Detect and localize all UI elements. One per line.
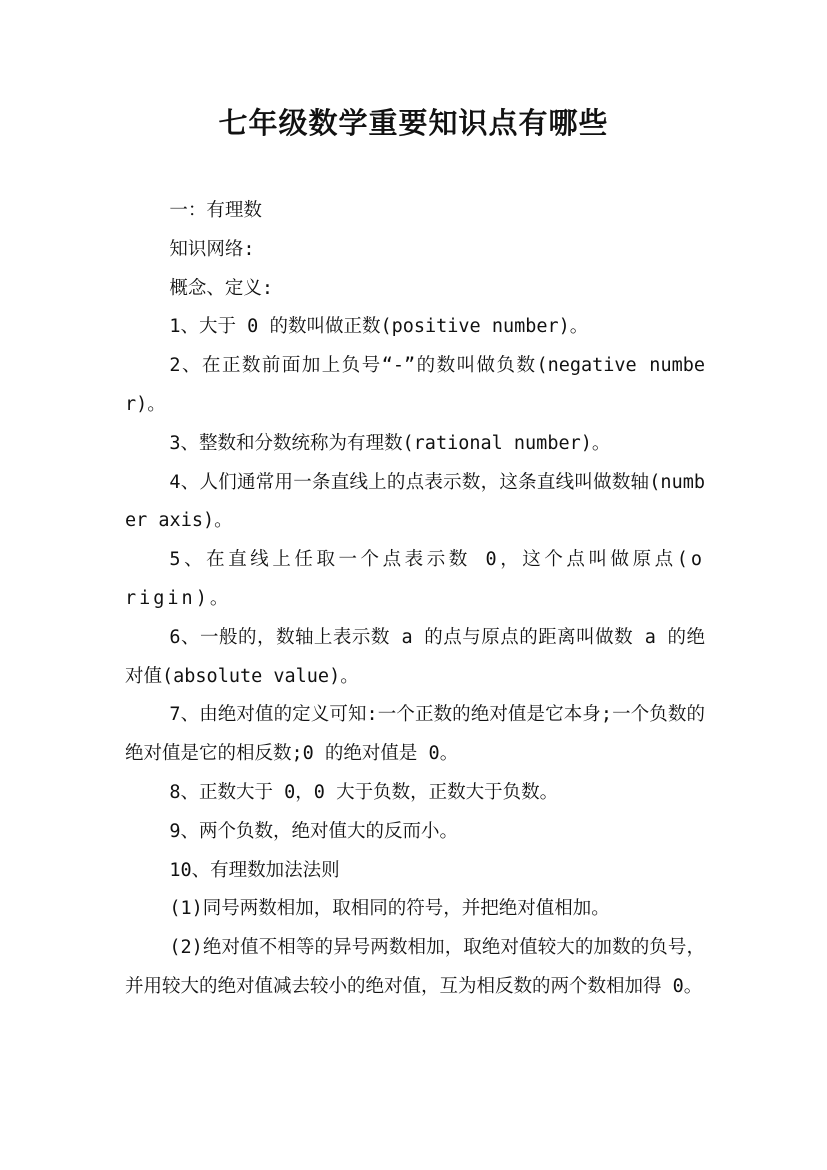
paragraph-4: 4、人们通常用一条直线上的点表示数，这条直线叫做数轴(number axis)。	[125, 471, 705, 532]
paragraph-9: 9、两个负数，绝对值大的反而小。	[169, 820, 459, 842]
paragraph-7: 7、由绝对值的定义可知:一个正数的绝对值是它本身;一个负数的绝对值是它的相反数;0 的绝对值是 0。	[125, 704, 705, 765]
paragraph-1: 1、大于 0 的数叫做正数(positive number)。	[169, 316, 589, 338]
paragraph-6: 6、一般的，数轴上表示数 a 的点与原点的距离叫做数 a 的绝对值(absolute value)。	[125, 626, 705, 687]
document-body	[125, 192, 705, 1007]
paragraph-3: 3、整数和分数统称为有理数(rational number)。	[169, 432, 611, 454]
document-title: 七年级数学重要知识点有哪些	[218, 106, 609, 140]
section-heading: 一：有理数	[169, 200, 262, 221]
paragraph-8: 8、正数大于 0，0 大于负数，正数大于负数。	[169, 781, 559, 803]
paragraph-5: 5、在直线上任取一个点表示数 0，这个点叫做原点(origin)。	[125, 549, 705, 609]
subheading-knowledge-network: 知识网络:	[169, 238, 255, 260]
rule-2: (2)绝对值不相等的异号两数相加，取绝对值较大的加数的负号，并用较大的绝对值减去较小的绝对值，互为相反数的两个数相加得 0。	[125, 937, 705, 997]
subheading-concepts: 概念、定义:	[169, 277, 274, 299]
paragraph-2: 2、在正数前面加上负号“-”的数叫做负数(negative number)。	[125, 355, 705, 415]
paragraph-10: 10、有理数加法法则	[169, 859, 340, 881]
rule-1: (1)同号两数相加，取相同的符号，并把绝对值相加。	[169, 898, 610, 920]
